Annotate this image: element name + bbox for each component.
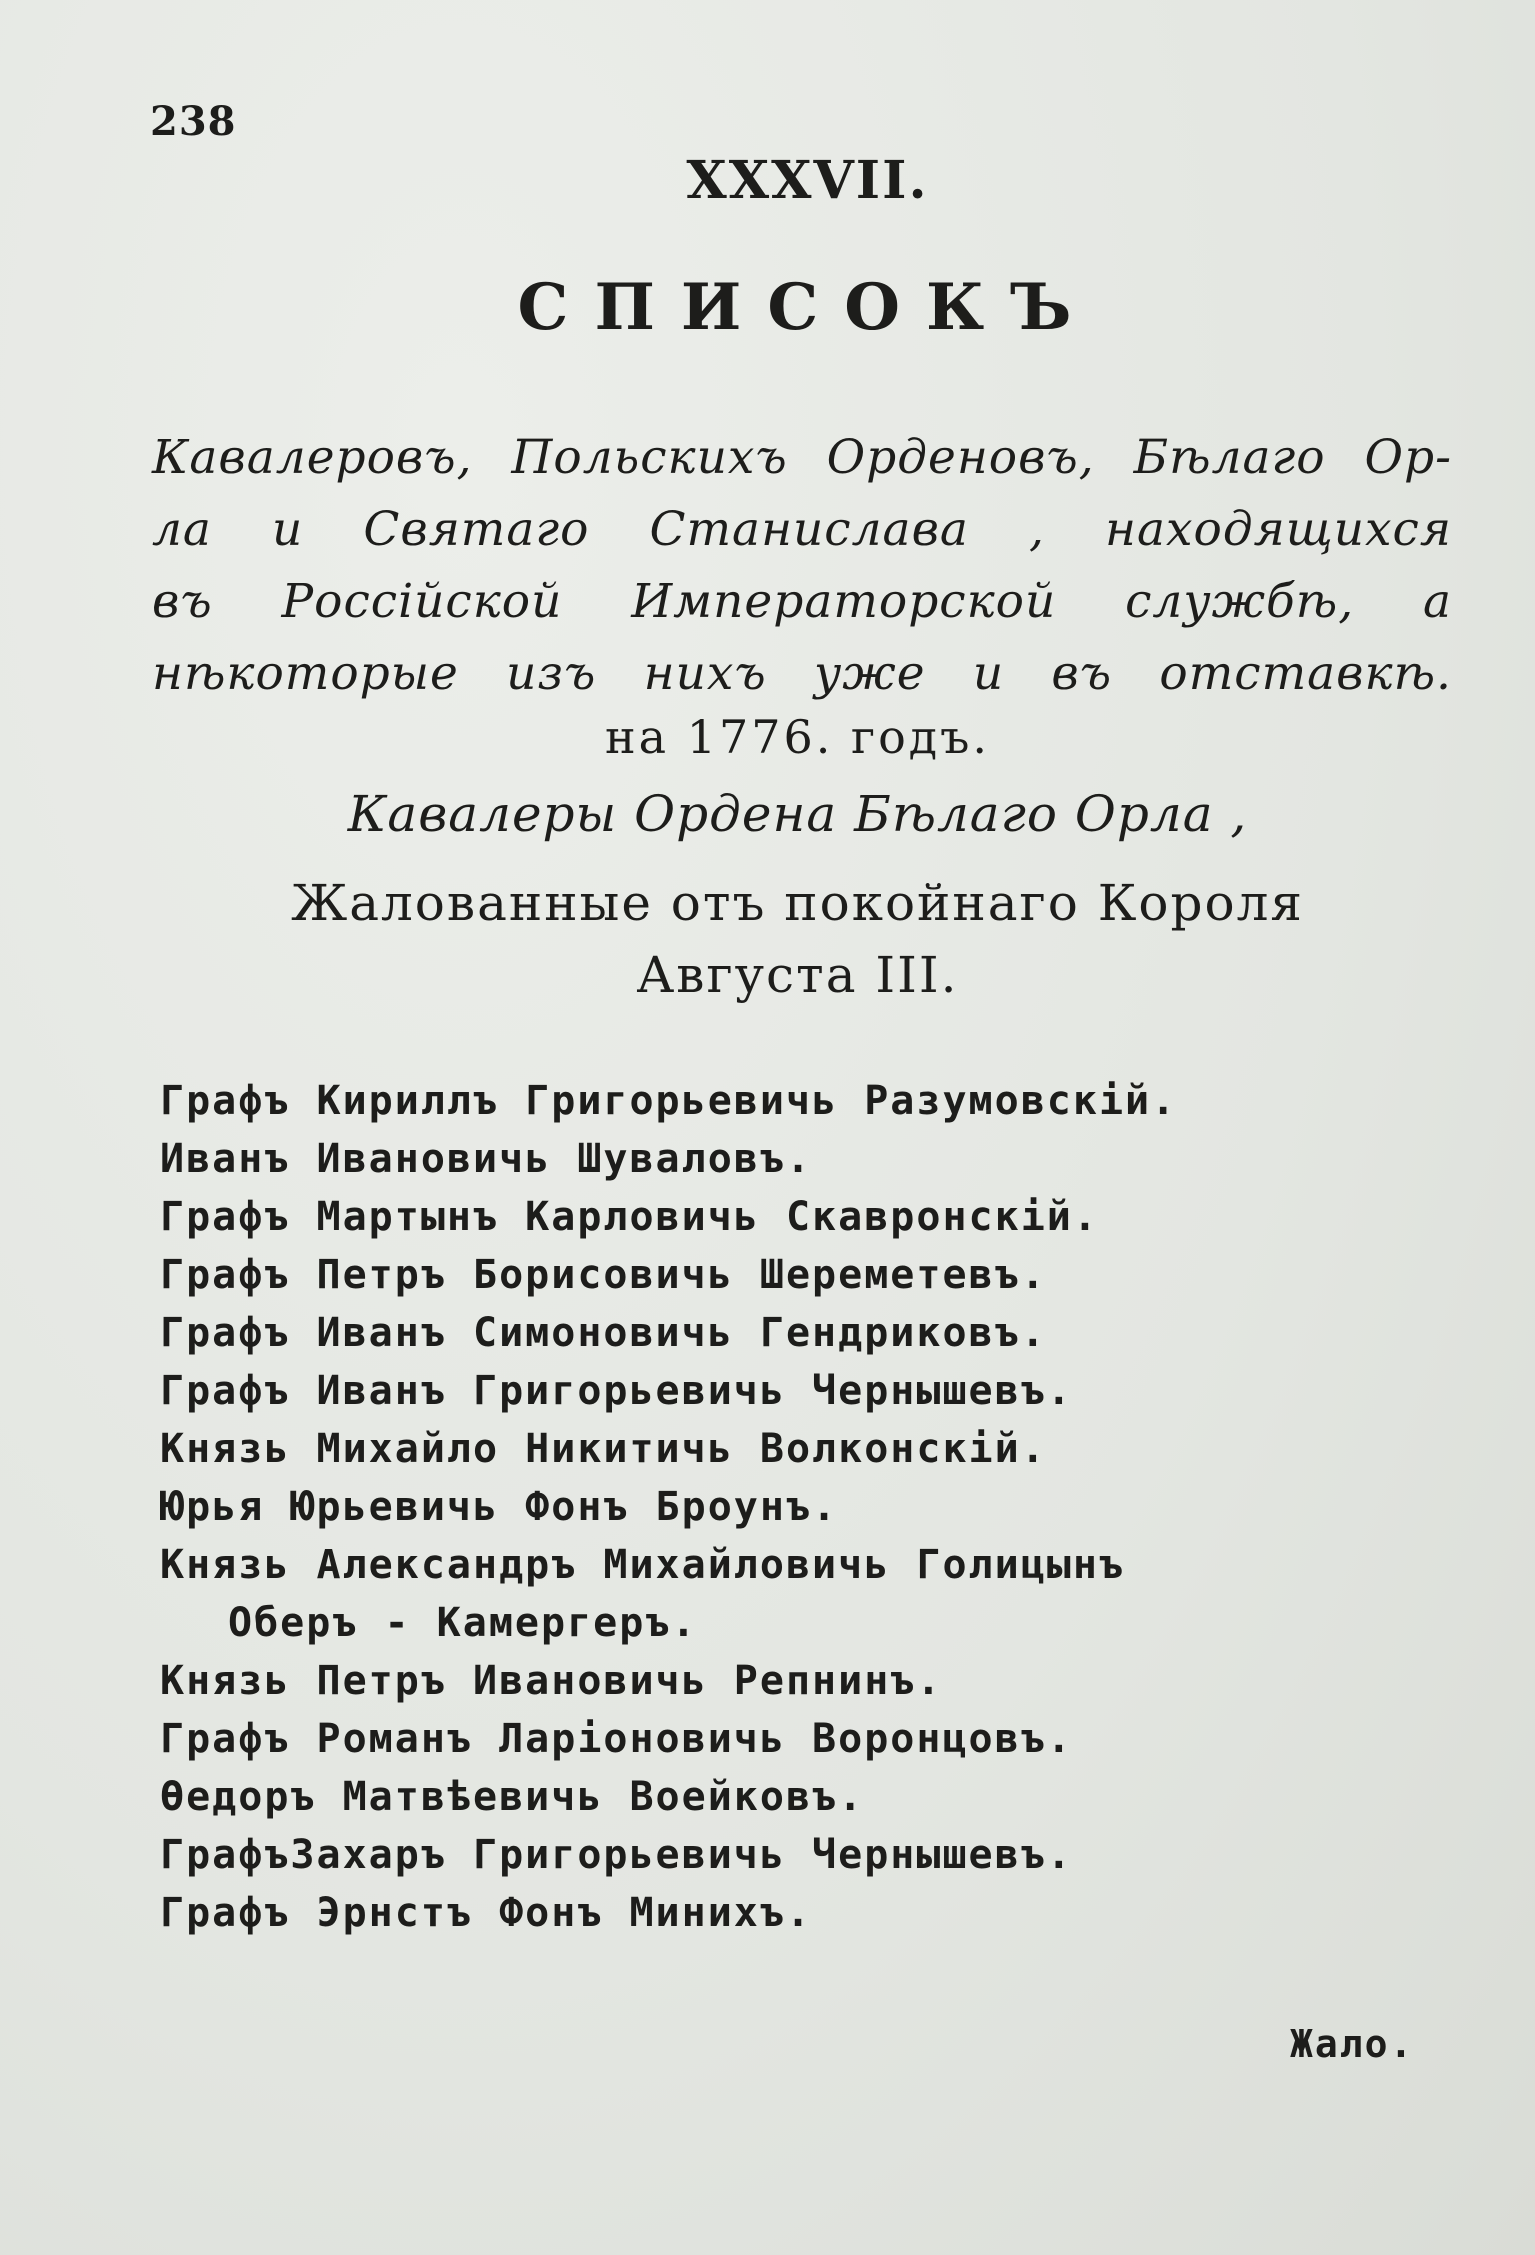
list-item: Графъ Петръ Борисовичь Шереметевъ.: [160, 1252, 1047, 1298]
subtitle-line: ла и Святаго Станислава , находящихся: [152, 502, 1452, 557]
list-item: Князь Петръ Ивановичь Репнинъ.: [160, 1658, 943, 1704]
subtitle-line: Кавалеровъ, Польскихъ Орденовъ, Бѣлаго Ор-: [152, 430, 1452, 485]
granted-heading: [0, 867, 1535, 1011]
granted-line: Августа III.: [636, 946, 959, 1004]
list-item: Графъ Эрнстъ Фонъ Минихъ.: [160, 1890, 813, 1936]
subtitle-line: въ Россійской Императорской службѣ, а: [152, 574, 1452, 629]
list-item-continuation: Оберъ - Камергеръ.: [228, 1600, 698, 1646]
page-title: СПИСОКЪ: [517, 270, 1098, 345]
year-line: на 1776. годъ.: [604, 710, 991, 764]
subtitle-line: нѣкоторые изъ нихъ уже и въ отставкѣ.: [152, 646, 1452, 701]
page-number: 238: [150, 98, 237, 145]
list-item: Графъ Кириллъ Григорьевичь Разумовскій.: [160, 1078, 1178, 1124]
list-item: Графъ Иванъ Симоновичь Гендриковъ.: [160, 1310, 1047, 1356]
list-item: Юрья Юрьевичь Фонъ Броунъ.: [160, 1484, 839, 1530]
list-item: Князь Александръ Михайловичь Голицынъ: [160, 1542, 1126, 1588]
order-heading: Кавалеры Ордена Бѣлаго Орла ,: [347, 785, 1248, 843]
list-item: Өедоръ Матвѣевичь Воейковъ.: [160, 1774, 865, 1820]
catchword: Жало.: [1290, 2022, 1415, 2066]
list-item: ГрафъЗахаръ Григорьевичь Чернышевъ.: [160, 1832, 1073, 1878]
subtitle-paragraph: [152, 422, 1452, 710]
list-item: Графъ Мартынъ Карловичь Скавронскій.: [160, 1194, 1099, 1240]
list-item: Графъ Романъ Ларіоновичь Воронцовъ.: [160, 1716, 1073, 1762]
granted-line: Жалованные отъ покойнаго Короля: [291, 874, 1304, 932]
list-item: Графъ Иванъ Григорьевичь Чернышевъ.: [160, 1368, 1073, 1414]
knights-list: [160, 1072, 1410, 1942]
list-item: Иванъ Ивановичь Шуваловъ.: [160, 1136, 813, 1182]
section-numeral: XXXVII.: [686, 150, 929, 211]
list-item: Князь Михайло Никитичь Волконскій.: [160, 1426, 1047, 1472]
